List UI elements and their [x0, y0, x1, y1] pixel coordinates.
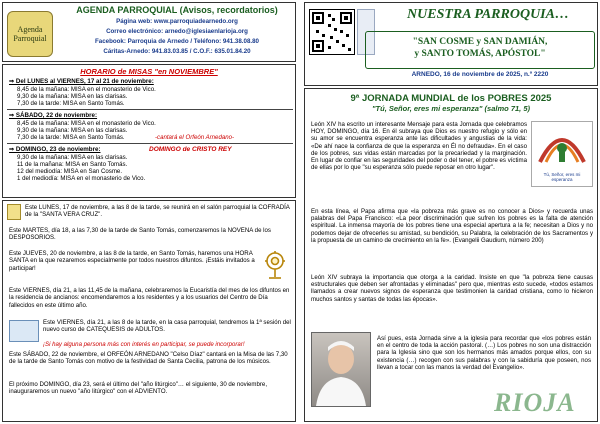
agenda-email: Correo electrónico: arnedo@iglesiaenlarioja.org — [106, 28, 248, 35]
announcement-3: Este JUEVES, 20 de noviembre, a las 8 de la tarde, en Santo Tomás, haremos una HORA SANTA en la que rezaremos especialmente por todos nuestros difuntos. ¡Estáis invitados a participar! — [9, 250, 255, 272]
article-title: 9ª JORNADA MUNDIAL de los POBRES 2025 — [350, 93, 552, 104]
newsletter-title: NUESTRA PARROQUIA… — [407, 7, 569, 22]
mass-line: 9,30 de la mañana: MISA en las clarisas. — [17, 154, 128, 161]
article-subtitle: "Tú, Señor, eres mi esperanza" (salmo 71, 5) — [371, 104, 530, 113]
parish-name — [365, 31, 595, 69]
article-paragraph-1: León XIV ha escrito un interesante Mensaje para esta Jornada que celebramos HOY, DOMINGO, día 16. En él subraya que Dios es nuestro refugio y sólo en su amor se encuentra esperanza ante las dificultades y angustias de la vida: «De ahí nace la confianza de que la esperanza en Él no defrauda». En el caso de los pobres, sus vidas están marcadas por la precariedad y la marginación. En lugar de confiar en las seguridades del poder o del tener, el pobre es víctima de ellas por lo que "su esperanza sólo puede reposar en otro lugar". — [311, 121, 527, 172]
rioja-watermark: RIOJA — [494, 388, 576, 417]
parish-name-line2: y SANTO TOMÁS, APÓSTOL" — [414, 49, 546, 59]
mass-line: 1 del mediodía: MISA en el monasterio de Vico. — [17, 175, 146, 182]
agenda-logo-line2: Parroquial — [13, 34, 47, 43]
jornada-article — [304, 88, 598, 422]
mass-section-weekdays: ⇒ Del LUNES al VIERNES, 17 al 21 de noviembre: — [9, 78, 154, 85]
announcement-2: Este MARTES, día 18, a las 7,30 de la tarde de Santo Tomás, comenzaremos la NOVENA de los DESPOSORIOS. — [9, 227, 271, 242]
mass-line: 7,30 de la tarde: MISA en Santo Tomás. — [17, 134, 125, 141]
agenda-web: Página web: www.parroquiadearnedo.org — [116, 18, 238, 25]
announcement-5-note: ¡Si hay alguna persona más con interés en participar, se puede incorporar! — [43, 341, 245, 348]
pope-photo — [311, 332, 371, 407]
announcement-5: Este VIERNES, día 21, a las 8 de la tarde, en la casa parroquial, tendremos la 1ª sesión del nuevo curso de CATEQUESIS de ADULTOS. — [43, 319, 291, 334]
divider — [7, 143, 293, 144]
mass-schedule — [2, 64, 296, 198]
jornada-logo — [531, 121, 593, 187]
catequesis-image — [9, 320, 39, 342]
qr-code — [309, 9, 355, 55]
orfeon-note: -cantará el Orfeón Arnedano- — [155, 134, 235, 141]
mass-section-sunday: ⇒ DOMINGO, 23 de noviembre: — [9, 146, 101, 153]
announcement-7: El próximo DOMINGO, día 23, será el último del "año litúrgico"… el siguiente, 30 de noviembre, inauguraremos un nuevo "año litúrgico" con el ADVIENTO. — [9, 381, 268, 396]
mass-line: 8,45 de la mañana: MISA en el monasterio de Vico. — [17, 120, 156, 127]
issue-date: ARNEDO, 16 de noviembre de 2025, n.º 2220 — [411, 71, 549, 78]
agenda-phones: Facebook: Parroquia de Arnedo / Teléfono: 941.38.08.80 — [94, 38, 260, 45]
jornada-logo-caption: Tú, Señor, eres mi esperanza — [543, 172, 581, 182]
announcement-6: Este SÁBADO, 22 de noviembre, el ORFEÓN ARNEDANO "Celso Díaz" cantará en la Misa de las 7,30 de la tarde de Santo Tomás con motivo de la festividad de Santa Cecilia, patrona de los músicos. — [9, 351, 288, 366]
announcements — [2, 200, 296, 422]
divider — [7, 109, 293, 110]
parish-name-line1: "SAN COSME y SAN DAMIÁN, — [412, 37, 548, 47]
newsletter-header — [304, 2, 598, 86]
agenda-logo — [7, 11, 53, 57]
mass-line: 9,30 de la mañana: MISA en las clarisas. — [17, 93, 128, 100]
bulletin-icon — [7, 204, 21, 220]
announcement-4: Este VIERNES, día 21, a las 11,45 de la mañana, celebraremos la Eucaristía del mes de los difuntos en la residencia de ancianos: encomendaremos a los residentes y a los usuarios del Centro de Día fallecidos en este último año. — [9, 287, 290, 309]
mass-line: 9,30 de la mañana: MISA en las clarisas. — [17, 127, 128, 134]
mass-line: 11 de la mañana: MISA en Santo Tomás. — [17, 161, 128, 168]
agenda-header — [2, 2, 296, 62]
article-paragraph-4: Así pues, esta Jornada sirve a la iglesia para recordar que «los pobres están en el centro de toda la acción pastoral. (…) Los pobres no son una distracción para la Iglesia sino que son los hermanos más amados porque ellos, con su existencia (…) recogen con sus palabras y con la sabiduría que poseen, nos llevan a tocar con las manos la verdad del Evangelio». — [377, 335, 591, 371]
announcement-1: Este LUNES, 17 de noviembre, a las 8 de la tarde, se reunirá en el salón parroquial la COFRADÍA de la "SANTA VERA CRUZ". — [25, 204, 290, 219]
article-paragraph-2: En esta línea, el Papa afirma que «la pobreza más grave es no conocer a Dios» y recuerda unas palabras del Papa Francisco: «La peor discriminación que sufren los pobres es la falta de atención espiritual. La inmensa mayoría de los pobres tiene una especial apertura a la fe; necesitan a Dios y no podemos dejar de ofrecerles su amistad, su bendición, su Palabra, la celebración de los Sacramentos y la propuesta de un camino de crecimiento en la fe». (Evangelii Gaudium, número 200) — [311, 208, 593, 244]
cristo-rey-tag: DOMINGO de CRISTO REY — [149, 146, 232, 153]
mass-line: 8,45 de la mañana: MISA en el monasterio de Vico. — [17, 86, 156, 93]
agenda-title: AGENDA PARROQUIAL (Avisos, recordatorios) — [76, 5, 278, 15]
agenda-logo-line1: Agenda — [17, 25, 43, 34]
mass-line: 12 del mediodía: MISA en San Cosme. — [17, 168, 123, 175]
article-paragraph-3: León XIV subraya la importancia que otorga a la caridad. Insiste en que "la pobreza tiene causas estructurales que deben ser afrontadas y eliminadas" pero que, mientras esto sucede, «todos estamos llamados a crear nuevos signos de esperanza que testimonien la caridad cristiana, como lo hicieron muchos santos y santas de todas las épocas». — [311, 274, 593, 303]
monstrance-icon — [259, 249, 291, 281]
agenda-caritas: Cáritas-Arnedo: 941.83.03.85 / C.O.F.: 635.01.84.20 — [103, 48, 251, 55]
mass-line: 7,30 de la tarde: MISA en Santo Tomás. — [17, 100, 125, 107]
mass-schedule-title: HORARIO de MISAS "en NOVIEMBRE" — [80, 67, 218, 76]
mass-section-saturday: ⇒ SÁBADO, 22 de noviembre: — [9, 112, 98, 119]
